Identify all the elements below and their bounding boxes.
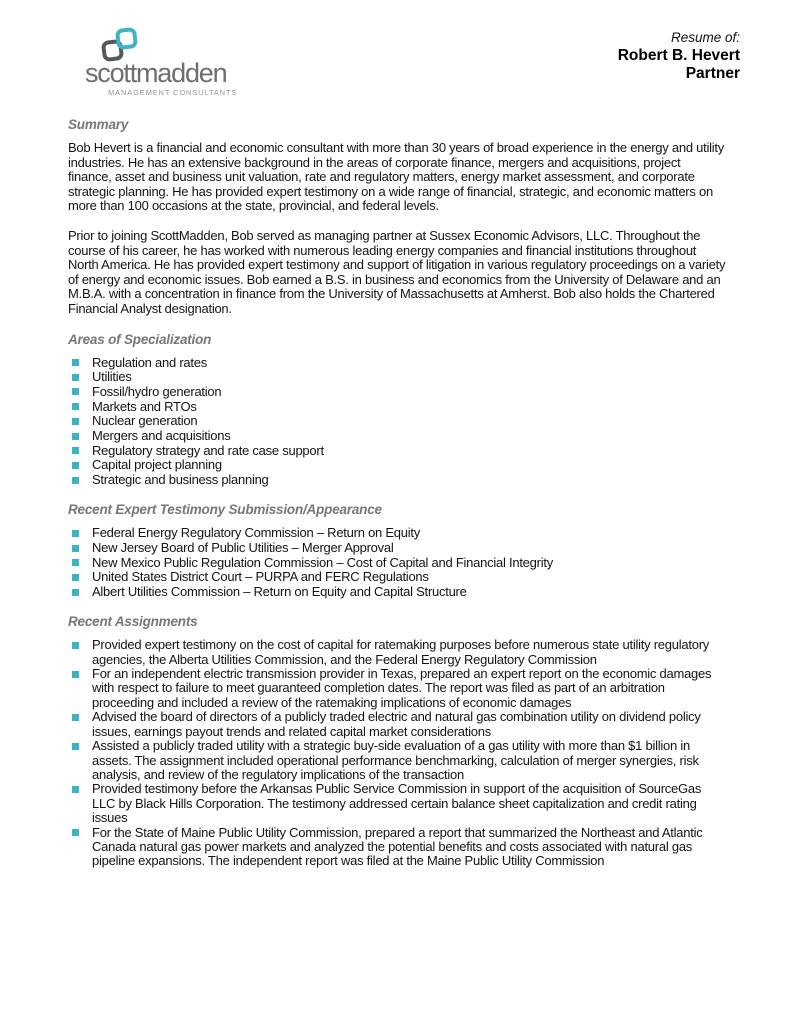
list-item: Capital project planning: [68, 458, 726, 472]
scottmadden-logo: [85, 28, 237, 97]
list-item: Nuclear generation: [68, 414, 726, 428]
list-item: Fossil/hydro generation: [68, 385, 726, 399]
scottmadden-logo-icon: [101, 28, 147, 70]
list-item: Mergers and acquisitions: [68, 429, 726, 443]
summary-paragraph-2: Prior to joining ScottMadden, Bob served as managing partner at Sussex Economic Advisors, LLC. Throughout the course of his career, he has worked with numerous leading energy companies and financial institutions throughout North America. He has provided expert testimony and support of litigation in various regulatory proceedings on a variety of energy and economic issues. Bob earned a B.S. in business and economics from the University of Delaware and an M.B.A. with a concentration in finance from the University of Massachusetts at Amherst. Bob also holds the Chartered Financial Analyst designation.: [68, 227, 726, 316]
person-name: Robert B. Hevert: [617, 47, 740, 64]
list-item: Regulation and rates: [68, 356, 726, 370]
summary-paragraph-1: Bob Hevert is a financial and economic consultant with more than 30 years of broad experience in the energy and utility industries. He has an extensive background in the areas of corporate finance, mergers and acquisitions, project finance, asset and business unit valuation, rate and regulatory matters, energy market assessment, and corporate strategic planning. He has provided expert testimony on a wide range of financial, strategic, and economic matters on more than 100 occasions at the state, provincial, and federal levels.: [68, 140, 725, 214]
resume-body: [68, 117, 726, 868]
list-item: United States District Court – PURPA and FERC Regulations: [68, 570, 726, 584]
section-heading-recent-expert-testimony: Recent Expert Testimony Submission/Appearance: [68, 502, 382, 518]
section-heading-recent-assignments: Recent Assignments: [68, 614, 198, 630]
list-item: Provided expert testimony on the cost of capital for ratemaking purposes before numerous state utility regulatory agencies, the Alberta Utilities Commission, and the Federal Energy Regulatory Commission: [68, 638, 726, 666]
brand-name: scottmadden: [85, 58, 227, 88]
list-item: For the State of Maine Public Utility Commission, prepared a report that summarized the Northeast and Atlantic Canada natural gas power markets and analyzed the potential benefits and costs associated with natural gas pipeline expansions. The independent report was filed at the Maine Public Utility Commission: [68, 826, 726, 869]
list-item: Federal Energy Regulatory Commission – Return on Equity: [68, 526, 726, 540]
resume-header-block: [618, 28, 740, 83]
list-item: Assisted a publicly traded utility with a strategic buy-side evaluation of a gas utility with more than $1 billion in assets. The assignment included operational performance benchmarking, calculation of merger synergies, risk analysis, and review of the regulatory implications of the transaction: [68, 739, 726, 782]
list-item: Markets and RTOs: [68, 400, 726, 414]
recent-expert-testimony-list: [68, 526, 726, 599]
list-item: Provided testimony before the Arkansas Public Service Commission in support of the acquisition of SourceGas LLC by Black Hills Corporation. The testimony addressed certain balance sheet capitalization and credit rating issues: [68, 782, 726, 825]
list-item: Strategic and business planning: [68, 473, 726, 487]
list-item: Regulatory strategy and rate case support: [68, 444, 726, 458]
person-title: Partner: [685, 65, 740, 82]
logo-teal-square: [115, 27, 138, 50]
recent-assignments-list: [68, 638, 726, 868]
resume-of-label: Resume of:: [670, 30, 740, 45]
list-item: For an independent electric transmission provider in Texas, prepared an expert report on the economic damages with respect to failure to meet guaranteed completion dates. The report was filed as part of an arbitration proceeding and included a review of the ratemaking implications of economic damages: [68, 667, 726, 710]
list-item: New Jersey Board of Public Utilities – Merger Approval: [68, 541, 726, 555]
list-item: Albert Utilities Commission – Return on Equity and Capital Structure: [68, 585, 726, 599]
brand-tagline: MANAGEMENT CONSULTANTS: [108, 88, 238, 97]
areas-of-specialization-list: [68, 356, 726, 488]
section-heading-summary: Summary: [68, 117, 129, 132]
section-heading-areas-of-specialization: Areas of Specialization: [68, 331, 212, 347]
list-item: Utilities: [68, 370, 726, 384]
list-item: New Mexico Public Regulation Commission – Cost of Capital and Financial Integrity: [68, 556, 726, 570]
page-header: [0, 0, 791, 97]
list-item: Advised the board of directors of a publicly traded electric and natural gas combination utility on dividend policy issues, earnings payout trends and related capital market considerations: [68, 710, 726, 738]
